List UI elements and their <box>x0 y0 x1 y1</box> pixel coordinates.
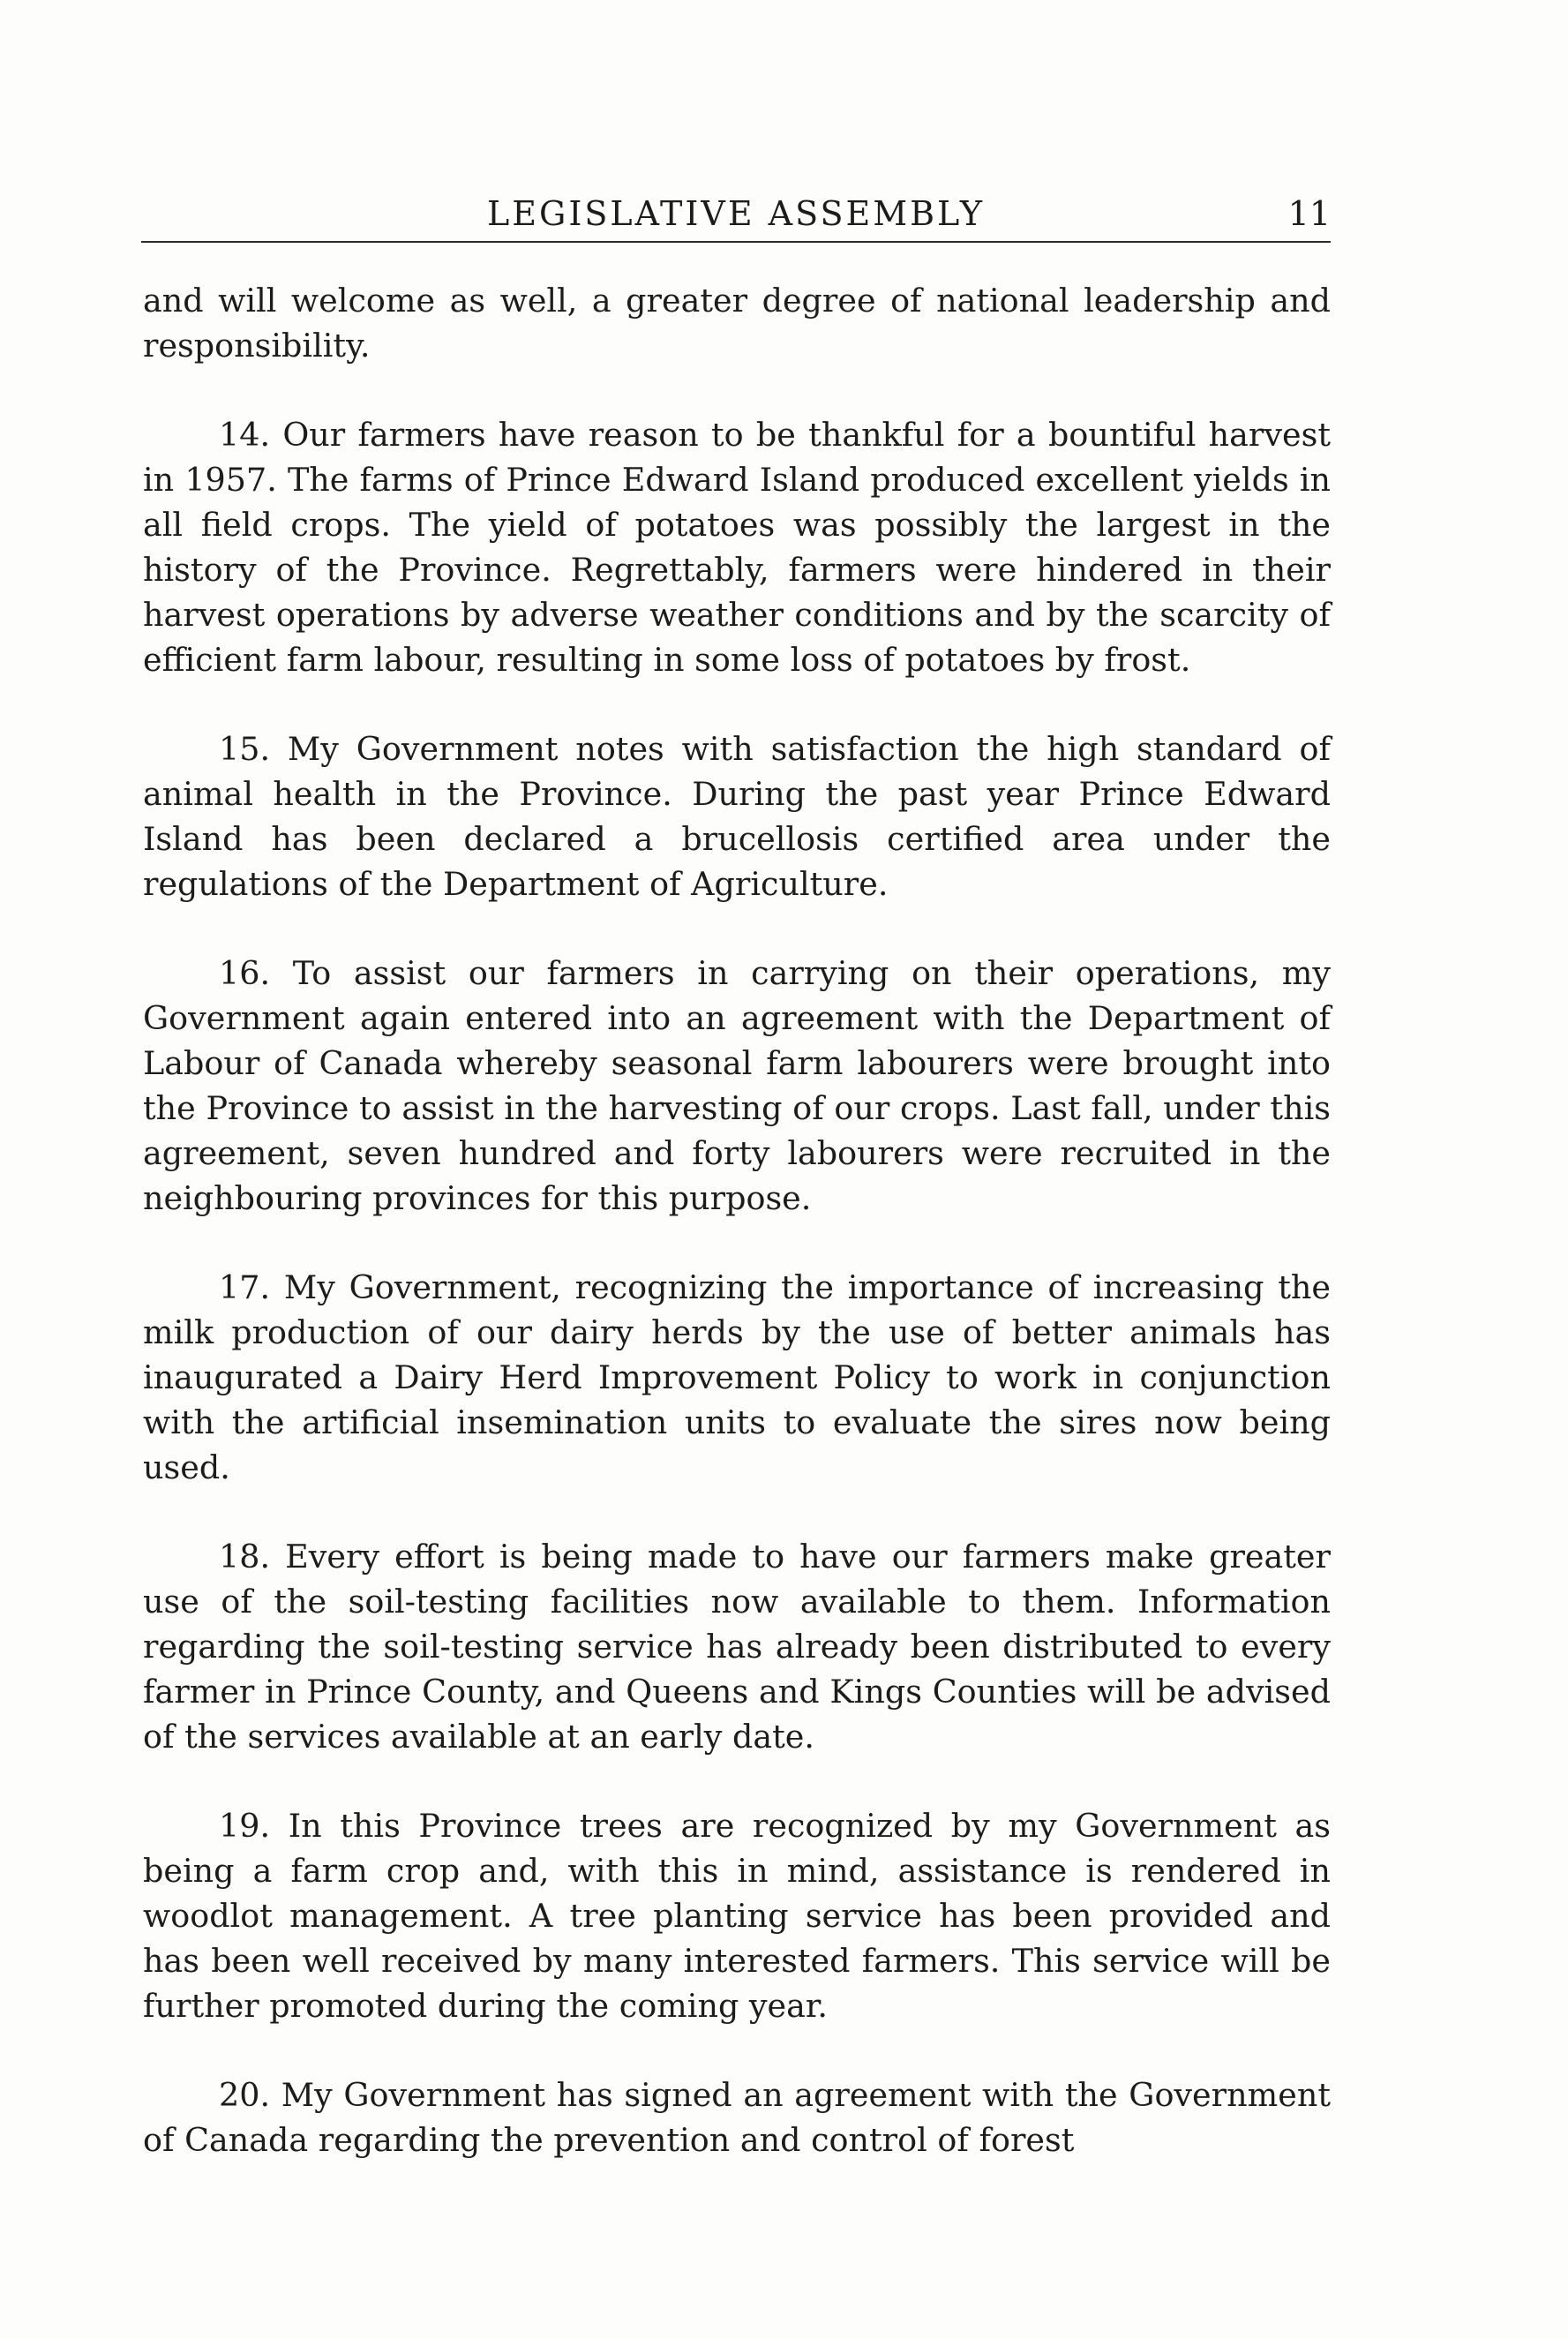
paragraph-text: and will welcome as well, a greater degree of national leadership and responsibility. <box>143 282 1331 365</box>
header-title: LEGISLATIVE ASSEMBLY <box>487 194 985 233</box>
running-header <box>141 187 1331 240</box>
paragraph-text: Our farmers have reason to be thankful for a bountiful harvest in 1957. The farms of Prince Edward Island produced excellent yields in all field crops. The yield of potatoes was possibly the largest in the history of the Province. Regrettably, farmers were hindered in their harvest operations by adverse weather conditions and by the scarcity of efficient farm labour, resulting in some loss of potatoes by frost. <box>143 416 1331 679</box>
paragraph-text: My Government notes with satisfaction the high standard of animal health in the Province. During the past year Prince Edward Island has been declared a brucellosis certified area under the regulations of the Department of Agriculture. <box>143 730 1331 903</box>
paragraph-number: 14. <box>219 416 271 454</box>
paragraph-text: My Government has signed an agreement with the Government of Canada regarding the prevention and control of forest <box>143 2076 1331 2159</box>
paragraph-17 <box>143 1265 1331 1490</box>
paragraph-number: 20. <box>219 2076 271 2114</box>
page-number: 11 <box>1287 194 1331 233</box>
paragraph-text: My Government, recognizing the importance of increasing the milk production of our dairy herds by the use of better animals has inaugurated a Dairy Herd Improvement Policy to work in conjunction with the artificial insemination units to evaluate the sires now being used. <box>143 1268 1332 1486</box>
body-text <box>143 278 1331 2207</box>
paragraph-number: 17. <box>219 1268 271 1306</box>
paragraph-number: 15. <box>219 730 271 768</box>
header-rule <box>141 241 1331 243</box>
paragraph-16 <box>143 951 1331 1221</box>
paragraph-20 <box>143 2072 1331 2162</box>
paragraph-text: To assist our farmers in carrying on their operations, my Government again entered into an agreement with the Department of Labour of Canada whereby seasonal farm labourers were brought into the Province to assist in the harvesting of our crops. Last fall, under this agreement, seven hundred and forty labourers were recruited in the neighbouring provinces for this purpose. <box>143 954 1332 1217</box>
paragraph-14 <box>143 412 1331 682</box>
paragraph-19 <box>143 1803 1331 2028</box>
paragraph-number: 16. <box>219 954 271 992</box>
paragraph-number: 19. <box>219 1807 271 1845</box>
paragraph-text: Every effort is being made to have our farmers make greater use of the soil-testing facilities now available to them. Information regarding the soil-testing service has already been distributed to every farmer in Prince County, and Queens and Kings Counties will be advised of the services available at an early date. <box>143 1538 1331 1756</box>
paragraph-number: 18. <box>219 1538 271 1576</box>
paragraph-15 <box>143 726 1331 906</box>
paragraph-text: In this Province trees are recognized by my Government as being a farm crop and, with this in mind, assistance is rendered in woodlot management. A tree planting service has been provided and has been well received by many interested farmers. This service will be further promoted during the coming year. <box>143 1807 1331 2025</box>
paragraph-18 <box>143 1534 1331 1759</box>
paragraph-continuation <box>143 278 1331 368</box>
